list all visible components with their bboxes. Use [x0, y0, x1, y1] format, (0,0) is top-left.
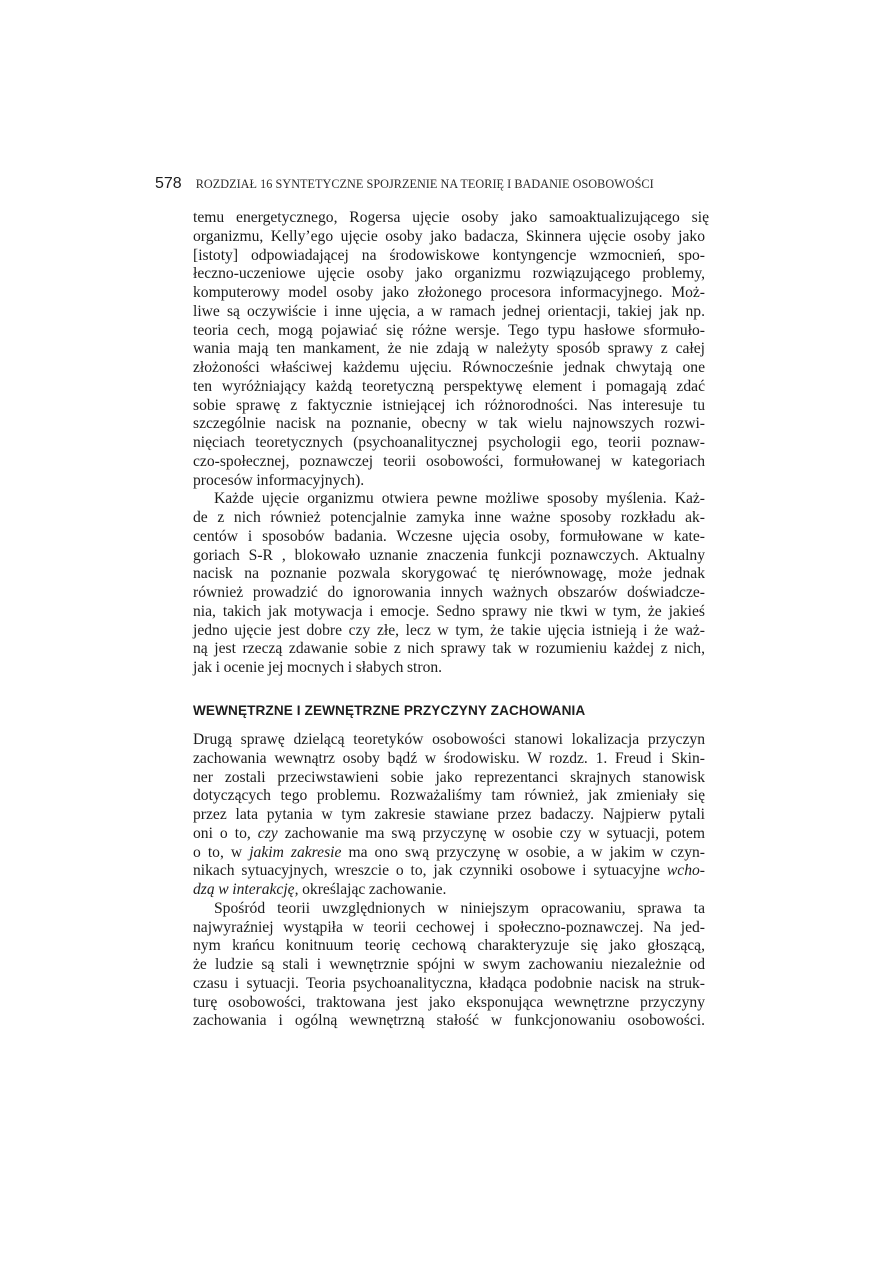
- text-line: [193, 881, 705, 900]
- text-run: o to, w: [193, 843, 250, 861]
- chapter-title: ROZDZIAŁ 16 SYNTETYCZNE SPOJRZENIE NA TEORIĘ I BADANIE OSOBOWOŚCI: [195, 177, 654, 191]
- section-heading: WEWNĘTRZNE I ZEWNĘTRZNE PRZYCZYNY ZACHOWANIA: [193, 703, 586, 718]
- text-line: nym krańcu konitnuum teorię cechową charakteryzuje się jako głoszącą,: [193, 937, 705, 955]
- text-line: liwe są oczywiście i inne ujęcia, a w ramach jednej orientacji, takiej jak np.: [193, 302, 705, 320]
- paragraph-causes-location: [193, 731, 705, 900]
- text-line: zachowania wewnątrz osoby bądź w środowisku. W rozdz. 1. Freud i Skin-: [193, 749, 705, 767]
- text-line: również prowadzić do ignorowania innych ważnych obszarów doświadcze-: [193, 584, 705, 601]
- text-line: ten wyróżniający każdą teoretyczną perspektywę element i pomagają zdać: [193, 377, 705, 395]
- text-line: złożoności właściwej każdemu ujęciu. Równocześnie jednak chwytają one: [193, 359, 705, 376]
- text-line: łeczno-uczeniowe ujęcie osoby jako organizmu rozwiązującego problemy,: [193, 265, 705, 283]
- emphasis-text: czy: [257, 824, 278, 842]
- text-line: organizmu, Kelly’ego ujęcie osoby jako badacza, Skinnera ujęcie osoby jako: [193, 227, 705, 245]
- text-line: czo-społecznej, poznawczej teorii osobowości, formułowanej w kategoriach: [193, 452, 705, 470]
- paragraph-continuation: [193, 209, 709, 490]
- text-line: nacisk na poznanie pozwala skorygować tę nierównowagę, może jednak: [193, 565, 705, 583]
- text-run: ma ono swą przyczynę w osobie, a w jakim w czyn-: [341, 843, 705, 861]
- text-line: de z nich również potencjalnie zamyka inne ważne sposoby rozkładu ak-: [193, 509, 705, 526]
- running-head: [155, 175, 715, 197]
- text-line: [istoty] odpowiadającej na środowiskowe kontyngencje wzmocnień, spo-: [193, 246, 705, 264]
- text-line: że ludzie są stali i wewnętrznie spójni w swym zachowaniu niezależnie od: [193, 956, 705, 973]
- text-line: przez lata pytania w tym zakresie stawiane przez badaczy. Najpierw pytali: [193, 806, 705, 823]
- text-line: [193, 825, 705, 844]
- text-line: Spośród teorii uwzględnionych w niniejszym opracowaniu, sprawa ta: [214, 899, 705, 917]
- text-line: jedno ujęcie jest dobre czy złe, lecz w tym, że takie ujęcia istnieją i że waż-: [193, 621, 705, 639]
- text-line: Każde ujęcie organizmu otwiera pewne możliwe sposoby myślenia. Każ-: [214, 490, 705, 508]
- text-line: teoria cech, mogą pojawiać się różne wersje. Tego typu hasłowe sformuło-: [193, 321, 705, 339]
- text-line: [193, 844, 705, 863]
- text-line: sobie sprawę z faktycznie istniejącej ich różnorodności. Nas interesuje tu: [193, 396, 705, 414]
- text-line: czasu i sytuacji. Teoria psychoanalityczna, kładąca podobnie nacisk na struk-: [193, 974, 705, 992]
- text-line: najwyraźniej wystąpiła w teorii cechowej i społeczno-poznawczej. Na jed-: [193, 918, 705, 936]
- text-line: temu energetycznego, Rogersa ujęcie osoby jako samoaktualizującego się: [193, 209, 709, 226]
- paragraph-organism-concepts: [193, 490, 705, 678]
- emphasis-text: jakim zakresie: [249, 843, 342, 861]
- text-line: wania mają ten mankament, że nie zdają w należyty sposób sprawy z całej: [193, 340, 705, 358]
- text-line: dotyczących tego problemu. Rozważaliśmy tam również, jak zmieniały się: [193, 787, 705, 805]
- text-line: zachowania i ogólną wewnętrzną stałość w funkcjonowaniu osobowości.: [193, 1012, 705, 1030]
- text-line: [193, 862, 705, 881]
- paragraph-trait-theories: [193, 900, 705, 1031]
- text-run: oni o to,: [193, 824, 258, 842]
- text-line: szczególnie nacisk na poznanie, obecny w tak wielu najnowszych rozwi-: [193, 415, 705, 433]
- text-line: centów i sposobów badania. Wczesne ujęcia osoby, formułowane w kate-: [193, 527, 705, 545]
- text-line: ner zostali przeciwstawieni sobie jako reprezentanci skrajnych stanowisk: [193, 768, 705, 786]
- text-line: nięciach teoretycznych (psychoanalitycznej psychologii ego, teorii poznaw-: [193, 434, 705, 451]
- emphasis-text: dzą w interakcję,: [193, 881, 299, 898]
- text-run: zachowanie ma swą przyczynę w osobie czy w sytuacji, potem: [277, 824, 705, 842]
- page-number: 578: [155, 175, 182, 192]
- text-line: procesów informacyjnych).: [193, 471, 365, 489]
- text-line: turę osobowości, traktowana jest jako eksponująca wewnętrzne przyczyny: [193, 993, 705, 1011]
- text-line: nia, takich jak motywacja i emocje. Sedno sprawy nie tkwi w tym, że jakieś: [193, 602, 705, 620]
- text-line: jak i ocenie jej mocnych i słabych stron.: [193, 659, 443, 676]
- text-run: określając zachowanie.: [298, 881, 447, 898]
- text-line: goriach S-R , blokowało uznanie znaczenia funkcji poznawczych. Aktualny: [193, 546, 705, 564]
- text-line: ną jest rzeczą zdawanie sobie z nich sprawy tak w rozumieniu każdej z nich,: [193, 640, 705, 658]
- emphasis-text: wcho-: [666, 862, 705, 880]
- text-line: komputerowy model osoby jako złożonego procesora informacyjnego. Moż-: [193, 284, 705, 301]
- text-line: Drugą sprawę dzielącą teoretyków osobowości stanowi lokalizacja przyczyn: [193, 731, 705, 748]
- text-run: nikach sytuacyjnych, wreszcie o to, jak czynniki osobowe i sytuacyjne: [193, 862, 667, 880]
